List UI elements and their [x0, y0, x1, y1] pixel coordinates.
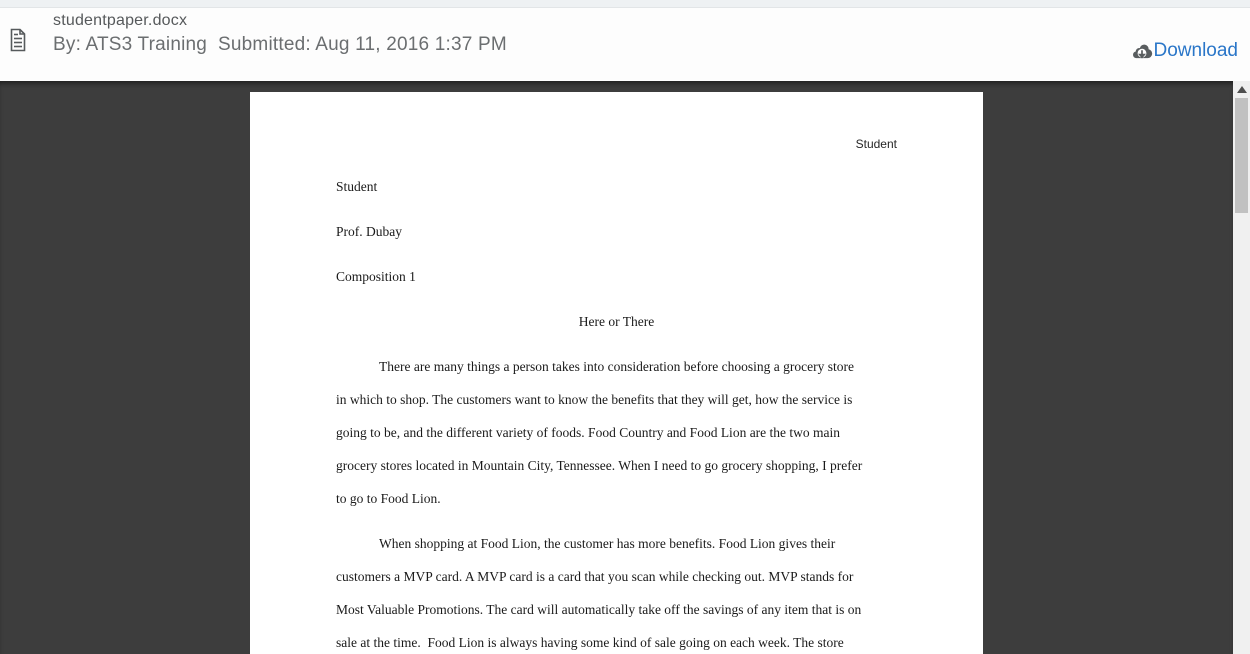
document-page — [250, 92, 983, 654]
doc-line: Here or There — [578, 314, 655, 329]
doc-line: Most Valuable Promotions. The card will automatically take off the savings of any item that is on — [336, 602, 862, 617]
file-submission-info: By: ATS3 Training Submitted: Aug 11, 2016 1:37 PM — [53, 34, 507, 55]
doc-line: sale at the time. Food Lion is always having some kind of sale going on each week. The store — [336, 635, 844, 650]
download-button[interactable] — [1131, 40, 1239, 62]
essay-paragraph — [336, 260, 897, 293]
download-label: Download — [1153, 40, 1238, 61]
top-strip — [0, 0, 1250, 8]
doc-line: to go to Food Lion. — [336, 491, 441, 506]
doc-line: Prof. Dubay — [336, 224, 402, 239]
essay-paragraph — [336, 215, 897, 248]
doc-line: Student — [336, 179, 378, 194]
vertical-scrollbar[interactable] — [1233, 81, 1250, 654]
file-header — [0, 8, 1250, 80]
essay-paragraph — [336, 527, 897, 654]
file-name: studentpaper.docx — [53, 12, 188, 29]
document-icon — [8, 28, 28, 52]
doc-line: grocery stores located in Mountain City, Tennessee. When I need to go grocery shopping, I prefer — [336, 458, 863, 473]
running-head: Student — [855, 137, 897, 151]
essay-content — [336, 170, 897, 654]
doc-line: Composition 1 — [336, 269, 416, 284]
doc-line: in which to shop. The customers want to know the benefits that they will get, how the service is — [336, 392, 853, 407]
doc-line: There are many things a person takes into consideration before choosing a grocery store — [379, 359, 854, 374]
doc-line: going to be, and the different variety of foods. Food Country and Food Lion are the two main — [336, 425, 841, 440]
essay-paragraph — [336, 350, 897, 515]
doc-line: When shopping at Food Lion, the customer has more benefits. Food Lion gives their — [379, 536, 836, 551]
scroll-up-arrow-icon[interactable] — [1237, 86, 1247, 93]
essay-paragraph — [336, 170, 897, 203]
file-title-block — [53, 10, 507, 58]
essay-title — [336, 305, 897, 338]
doc-line: customers a MVP card. A MVP card is a card that you scan while checking out. MVP stands for — [336, 569, 854, 584]
scrollbar-thumb[interactable] — [1235, 98, 1248, 213]
document-viewer — [0, 81, 1233, 654]
cloud-download-icon — [1131, 41, 1153, 61]
